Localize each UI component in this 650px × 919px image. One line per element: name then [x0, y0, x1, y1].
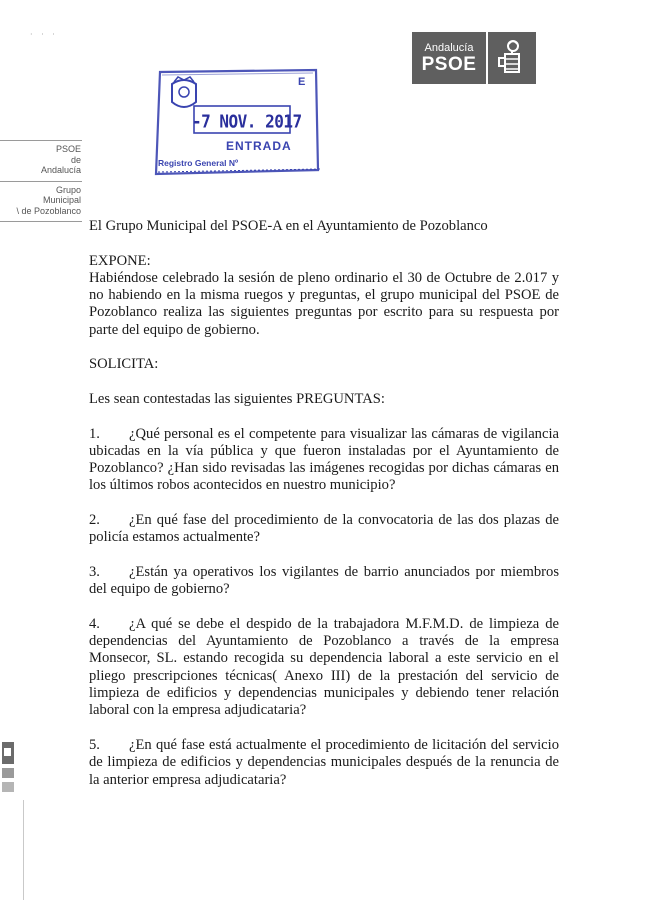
scan-edge-line — [23, 800, 24, 900]
stamp-label: ENTRADA — [226, 139, 292, 153]
question-number: 4. — [89, 615, 100, 632]
question-text: ¿En qué fase está actualmente el procedimiento de licitación del servicio de limpieza de edificios y dependencias municipales después de la renuncia de la anterior empresa adjudicataria? — [89, 736, 559, 788]
binder-edge-mark — [2, 742, 16, 802]
question-text: ¿A qué se debe el despido de la trabajadora M.F.M.D. de limpieza de dependencias del Ayuntamiento de Pozoblanco a través de la empresa Monsecor, SL. estando recogida su dependencia laboral a este servicio en el pliego prescripciones técnicas( Anexo III) de la prestación del servicio de limpieza de edificios y dependencias municipales y debiendo tener relación laboral con la empresa adjudicataria? — [89, 615, 559, 719]
coat-of-arms-icon — [172, 77, 196, 107]
question-text: ¿Están ya operativos los vigilantes de barrio anunciados por miembros del equipo de gobierno? — [89, 563, 559, 598]
stamp-date: -7 NOV. 2017 — [192, 111, 302, 132]
question-text: ¿Qué personal es el competente para visualizar las cámaras de vigilancia ubicadas en la vía pública y que fueron instaladas por el Ayuntamiento de Pozoblanco? ¿Han sido revisadas las imágenes recogidas por dichas cámaras en los últimos robos acontecidos en nuestro municipio? — [89, 425, 559, 494]
registry-entry-stamp — [150, 68, 320, 176]
rose-fist-icon — [488, 32, 536, 84]
sidebar-divider — [0, 140, 82, 141]
question-number: 2. — [89, 512, 100, 529]
logo-wordmark — [412, 32, 486, 84]
expone-label: EXPONE: — [89, 252, 151, 269]
sidebar-line: \ de Pozoblanco — [16, 205, 81, 216]
stamp-registry: Registro General Nº — [158, 158, 239, 168]
question-item — [89, 512, 559, 547]
question-item — [89, 564, 559, 599]
solicita-label: SOLICITA: — [89, 356, 159, 373]
document-body — [89, 218, 559, 789]
question-number: 3. — [89, 563, 100, 580]
psoe-andalucia-logo — [412, 32, 538, 84]
question-item — [89, 616, 559, 720]
sidebar-line: de — [70, 154, 81, 165]
question-item — [89, 737, 559, 789]
question-number: 1. — [89, 425, 100, 442]
logo-party: PSOE — [421, 53, 477, 75]
question-text: ¿En qué fase del procedimiento de la convocatoria de las dos plazas de policía estamos actualmente? — [89, 512, 559, 546]
question-item — [89, 426, 559, 495]
expone-text: Habiéndose celebrado la sesión de pleno ordinario el 30 de Octubre de 2.017 y no habiendo en la misma ruegos y preguntas, el grupo municipal del PSOE de Pozoblanco realiza las siguientes preguntas por escrito para su respuesta por parte del equipo de gobierno. — [89, 269, 559, 338]
sidebar-line: Andalucía — [40, 165, 81, 175]
question-number: 5. — [89, 736, 100, 753]
questions-intro: Les sean contestadas las siguientes PREGUNTAS: — [89, 390, 385, 407]
document-heading: El Grupo Municipal del PSOE-A en el Ayuntamiento de Pozoblanco — [89, 218, 488, 234]
sidebar-divider — [0, 221, 82, 222]
scan-specks: · · · — [30, 30, 58, 39]
sidebar-line: Grupo — [55, 184, 81, 195]
logo-region: Andalucía — [424, 41, 474, 54]
sidebar-divider — [0, 181, 82, 182]
sidebar-line: Municipal — [42, 195, 81, 205]
sidebar-line: PSOE — [55, 144, 81, 154]
stamp-letter: E — [298, 76, 306, 88]
letterhead-sidebar — [0, 140, 82, 225]
